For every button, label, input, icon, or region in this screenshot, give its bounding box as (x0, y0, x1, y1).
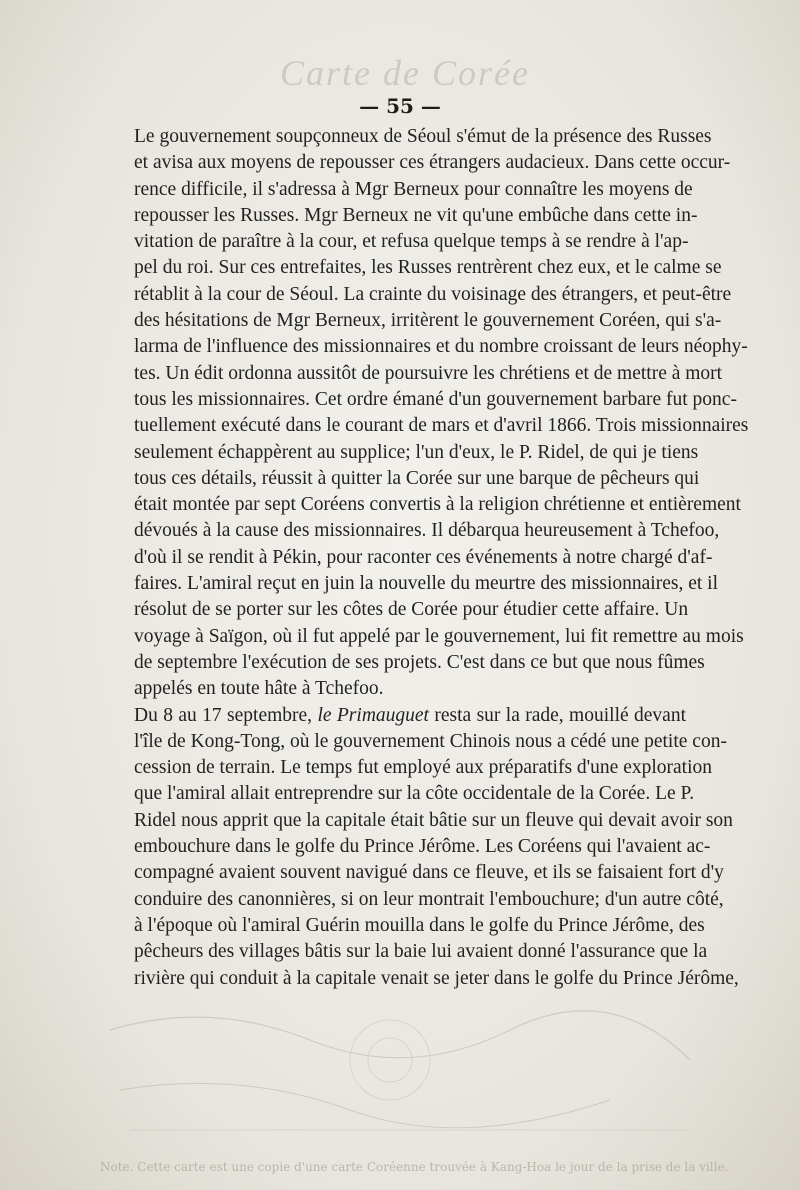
ship-name: le Primauguet (317, 704, 429, 726)
bleed-through-map-title: Carte de Corée (280, 53, 530, 93)
bleed-through-footnote: Note. Cette carte est une copie d'une carte Coréenne trouvée à Kang-Hoa le jour de la prise de la ville. (100, 1160, 729, 1174)
text-line: était montée par sept Coréens convertis à la religion chrétienne et entièrement (134, 494, 741, 516)
bleed-through-map (90, 990, 710, 1140)
paragraph-2-line-1 (108, 703, 686, 729)
text-line: que l'amiral allait entreprendre sur la côte occidentale de la Corée. Le P. (134, 783, 695, 805)
text-line: Ridel nous apprit que la capitale était bâtie sur un fleuve qui devait avoir son (134, 809, 733, 831)
text-line: rétablit à la cour de Séoul. La crainte du voisinage des étrangers, et peut-être (134, 283, 732, 305)
text-line: résolut de se porter sur les côtes de Corée pour étudier cette affaire. Un (134, 599, 689, 621)
text-line: l'île de Kong-Tong, où le gouvernement Chinois nous a cédé une petite con- (134, 730, 727, 752)
text-line: seulement échappèrent au supplice; l'un d'eux, le P. Ridel, de qui je tiens (134, 441, 699, 463)
text-line: vitation de paraître à la cour, et refusa quelque temps à se rendre à l'ap- (134, 231, 689, 253)
text-line: rivière qui conduit à la capitale venait se jeter dans le golfe du Prince Jérôme, (134, 967, 739, 989)
text-line: faires. L'amiral reçut en juin la nouvelle du meurtre des missionnaires, et il (134, 573, 718, 595)
line-text: Du 8 au 17 septembre, (134, 704, 318, 726)
text-line: tuellement exécuté dans le courant de mars et d'avril 1866. Trois missionnaires (134, 415, 749, 437)
text-line: d'où il se rendit à Pékin, pour raconter ces événements à notre chargé d'af- (134, 546, 713, 568)
paragraph-1 (108, 124, 749, 703)
text-line: repousser les Russes. Mgr Berneux ne vit qu'une embûche dans cette in- (134, 204, 698, 226)
text-line: et avisa aux moyens de repousser ces étrangers audacieux. Dans cette occur- (134, 152, 731, 174)
text-line: voyage à Saïgon, où il fut appelé par le gouvernement, lui fit remettre au mois (134, 625, 744, 647)
text-line: tous les missionnaires. Cet ordre émané d'un gouvernement barbare fut ponc- (134, 388, 737, 410)
text-line: Le gouvernement soupçonneux de Séoul s'émut de la présence des Russes (134, 126, 712, 147)
text-line: embouchure dans le golfe du Prince Jérôme. Les Coréens qui l'avaient ac- (134, 836, 711, 858)
line-text: resta sur la rade, mouillé devant (428, 704, 687, 726)
text-line: dévoués à la cause des missionnaires. Il débarqua heureusement à Tchefoo, (134, 520, 720, 542)
text-line: rence difficile, il s'adressa à Mgr Berneux pour connaître les moyens de (134, 178, 693, 200)
text-line: appelés en toute hâte à Tchefoo. (134, 678, 384, 700)
paragraph-2 (108, 703, 739, 992)
text-line: à l'époque où l'amiral Guérin mouilla dans le golfe du Prince Jérôme, des (134, 914, 705, 936)
text-line: cession de terrain. Le temps fut employé aux préparatifs d'une exploration (134, 757, 713, 779)
text-line: tes. Un édit ordonna aussitôt de poursuivre les chrétiens et de mettre à mort (134, 362, 723, 384)
text-line: larma de l'influence des missionnaires et du nombre croissant de leurs néophy- (134, 336, 748, 358)
text-line: de septembre l'exécution de ses projets. C'est dans ce but que nous fûmes (134, 651, 705, 673)
text-line: des hésitations de Mgr Berneux, irritèrent le gouvernement Coréen, qui s'a- (134, 310, 722, 332)
text-line: tous ces détails, réussit à quitter la Corée sur une barque de pêcheurs qui (134, 467, 700, 489)
text-line: pêcheurs des villages bâtis sur la baie lui avaient donné l'assurance que la (134, 941, 708, 963)
body-text (108, 124, 749, 992)
text-line: compagné avaient souvent navigué dans ce fleuve, et ils se faisaient fort d'y (134, 862, 724, 884)
text-line: pel du roi. Sur ces entrefaites, les Russes rentrèrent chez eux, et le calme se (134, 257, 722, 279)
page-number: — 55 — (359, 94, 441, 118)
text-line: conduire des canonnières, si on leur montrait l'embouchure; d'un autre côté, (134, 888, 724, 910)
